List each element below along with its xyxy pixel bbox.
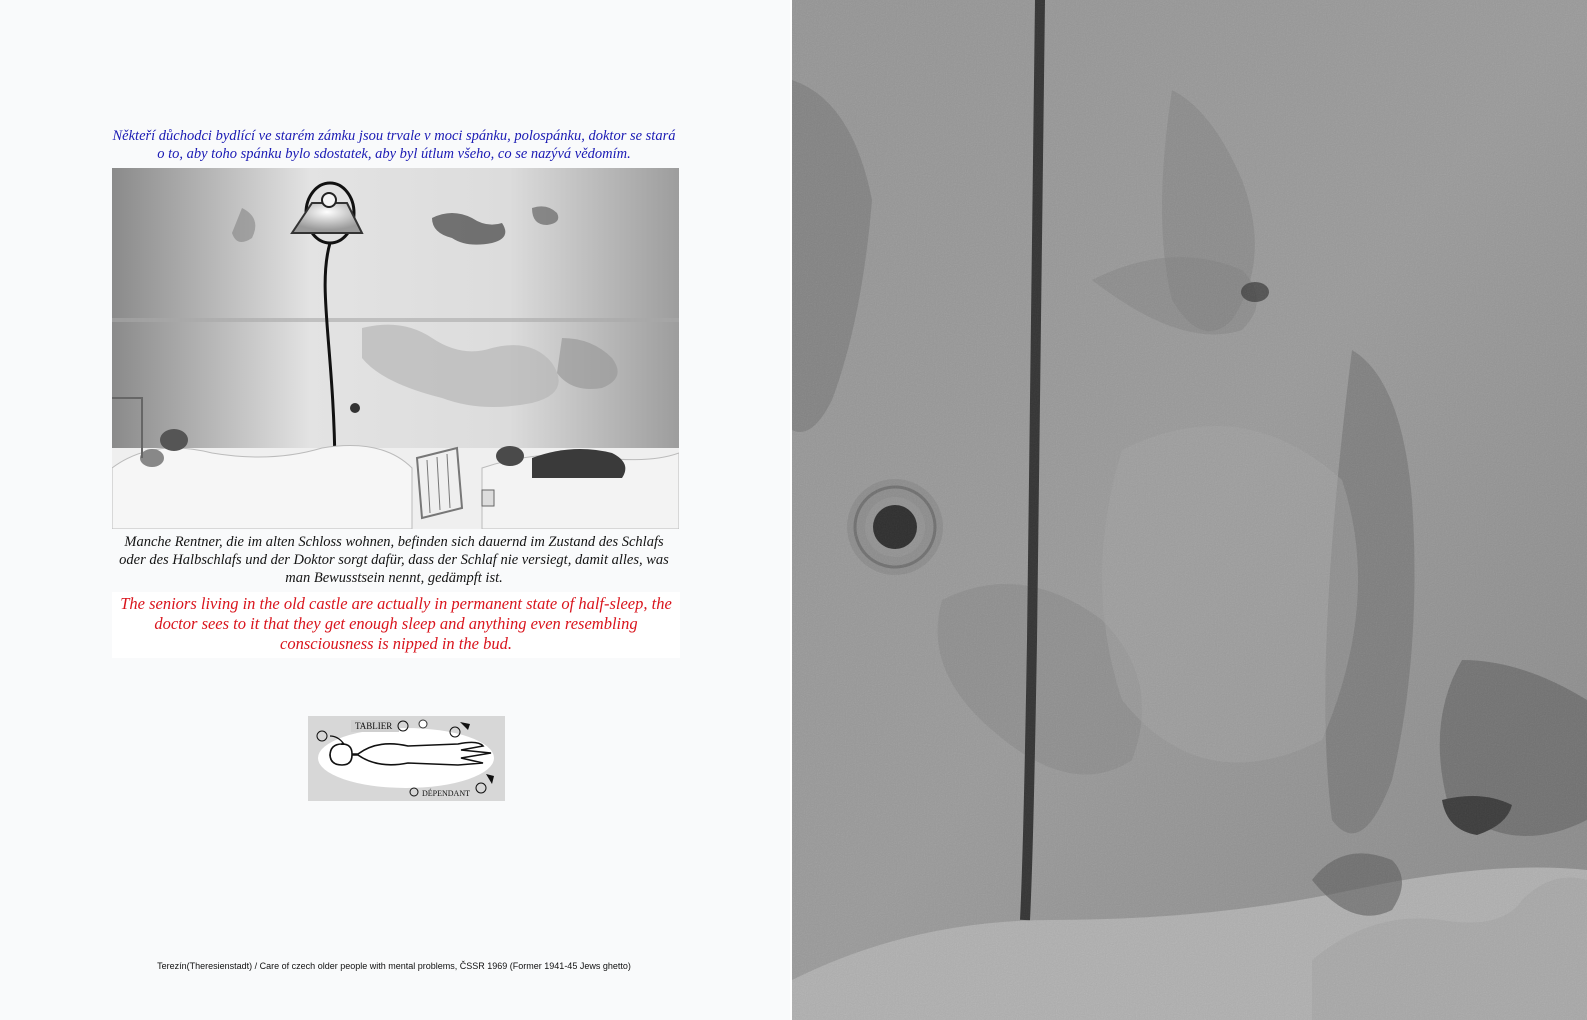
english-caption: The seniors living in the old castle are actually in permanent state of half-sleep, the doctor sees to it that they get enough sleep and anything even resembling consciousness is nipped in the bud. [112,592,680,658]
diagram-top-label: TABLIER [355,721,393,731]
diagram-bottom-label: DÉPENDANT [422,789,470,798]
ward-photo [112,168,679,529]
german-caption: Manche Rentner, die im alten Schloss wohnen, befinden sich dauernd im Zustand des Schlafs oder des Halbschlafs und der Doktor sorgt dafür, dass der Schlaf nie versiegt, damit alles, was man Bewusstsein nennt, gedämpft ist. [119,534,669,586]
czech-caption: Někteří důchodci bydlící ve starém zámku jsou trvale v moci spánku, polospánku, doktor se stará o to, aby toho spánku bylo sdostatek, aby byl útlum všeho, co se nazývá vědomím. [112,128,676,162]
left-page [0,0,790,1020]
body-diagram [308,716,505,801]
photo-credit: Terezín(Theresienstadt) / Care of czech older people with mental problems, ČSSR 1969 (Former 1941-45 Jews ghetto) [157,961,631,971]
closeup-photo [792,0,1587,1020]
